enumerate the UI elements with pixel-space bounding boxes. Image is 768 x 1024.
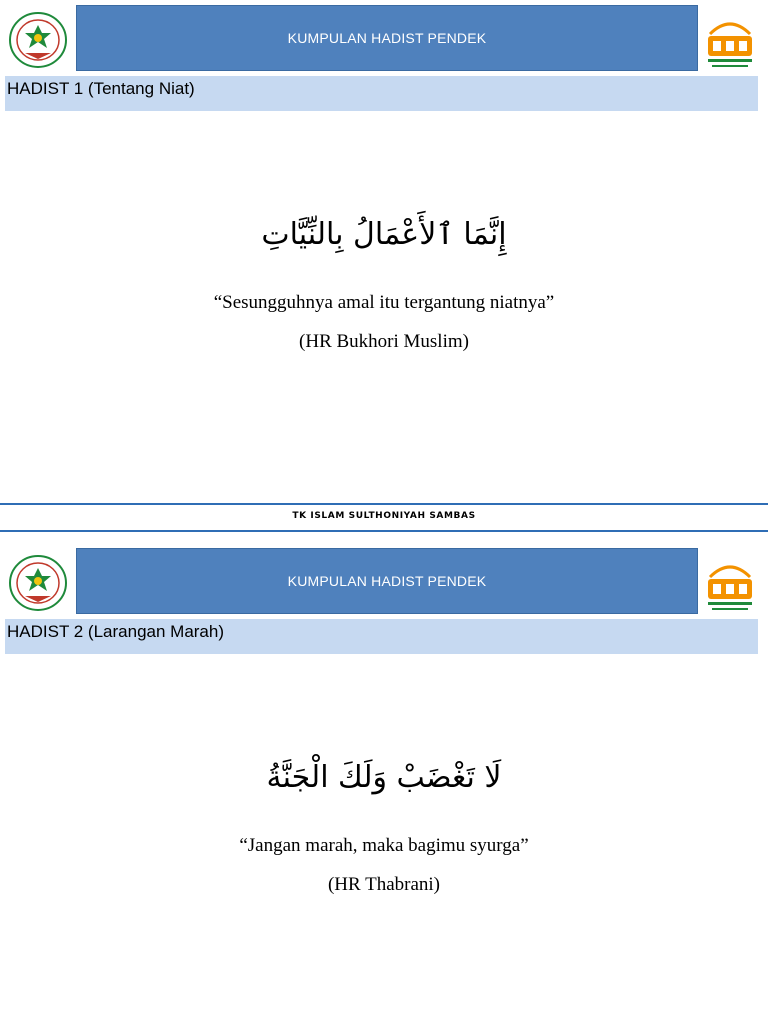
dakwah-logo-icon [704,555,756,615]
school-logo-icon [9,11,67,69]
arabic-text: لَا تَغْضَبْ وَلَكَ الْجَنَّةُ [266,760,502,795]
source-text: (HR Bukhori Muslim) [299,331,469,352]
slide-2 [0,543,768,1024]
banner-title: KUMPULAN HADIST PENDEK [76,548,698,614]
arabic-text: إِنَّمَا ٱلأَعْمَالُ بِالنِّيَّاتِ [261,217,507,252]
source-text: (HR Thabrani) [327,874,441,895]
hadist-heading: HADIST 2 (Larangan Marah) [5,619,758,654]
divider-bottom [0,530,768,532]
hadist-heading: HADIST 1 (Tentang Niat) [5,76,758,111]
translation-text: “Jangan marah, maka bagimu syurga” [239,835,529,856]
banner-title: KUMPULAN HADIST PENDEK [76,5,698,71]
school-logo-icon [9,554,67,612]
divider-top [0,503,768,505]
dakwah-logo-icon [704,12,756,72]
translation-text: “Sesungguhnya amal itu tergantung niatnya” [213,292,555,313]
footer-text: TK ISLAM SULTHONIYAH SAMBAS [292,511,476,521]
slide-1 [0,0,768,500]
